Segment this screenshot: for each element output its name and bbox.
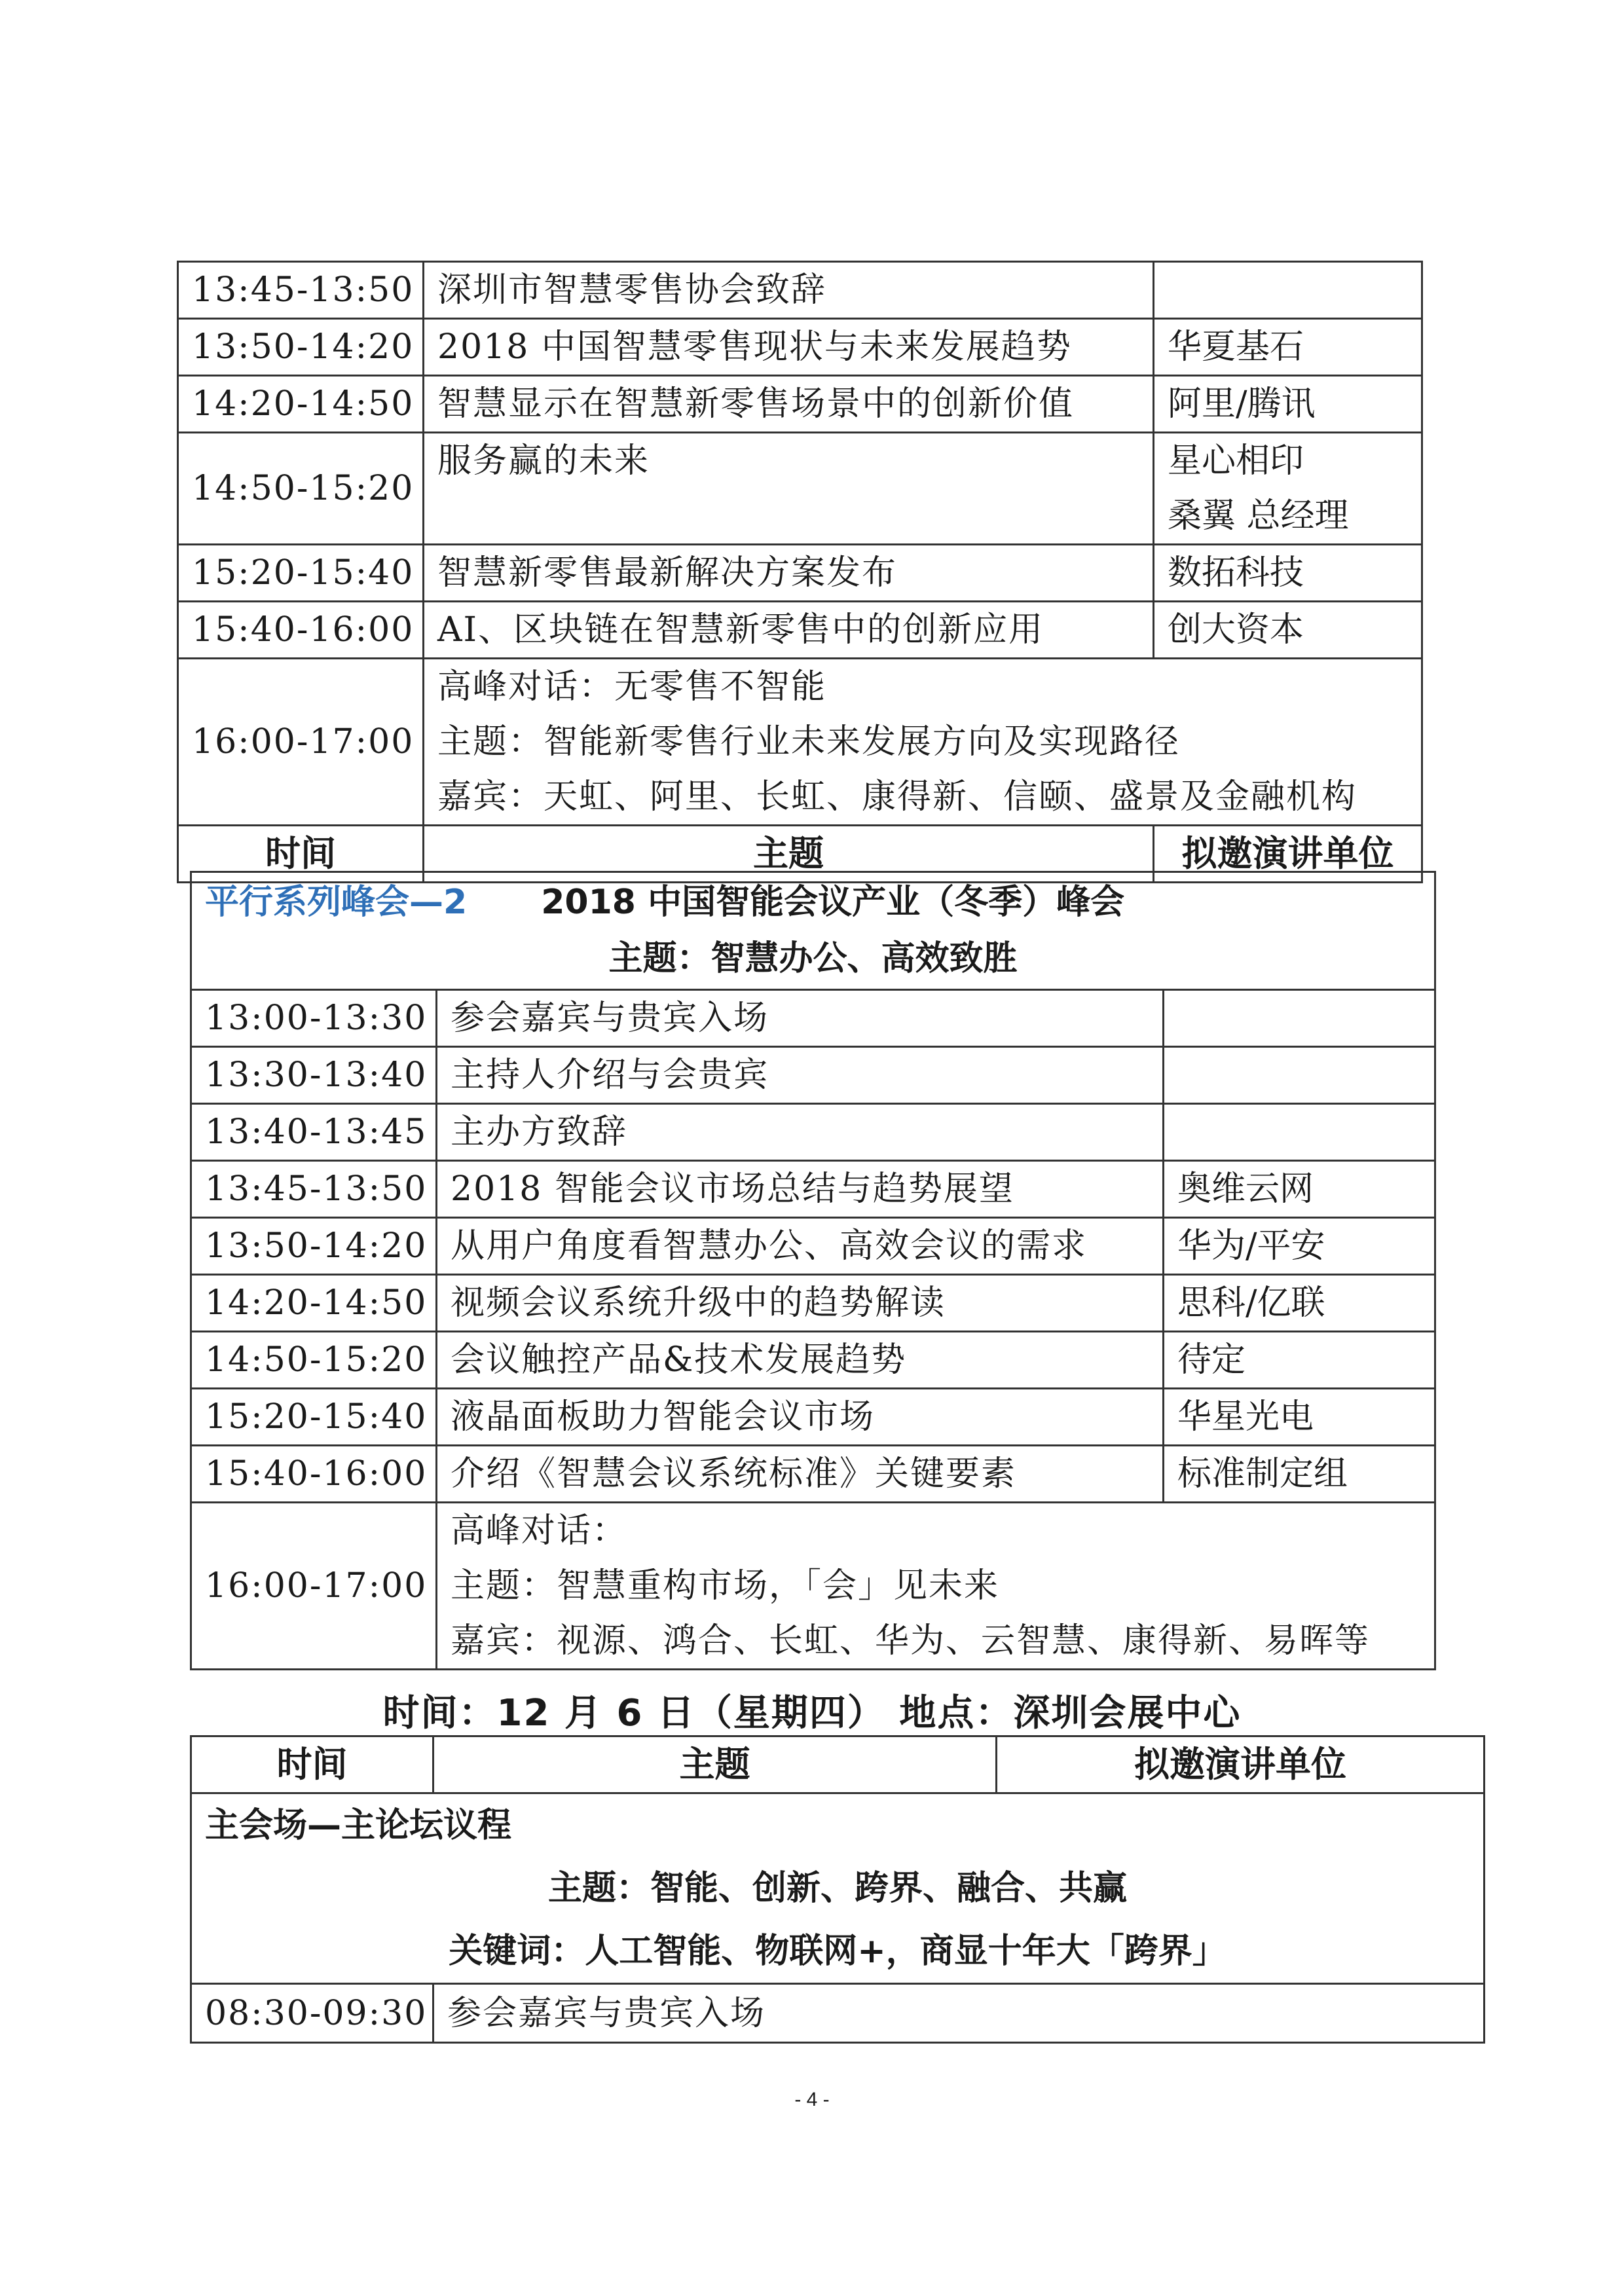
table-row <box>178 433 1422 545</box>
time-cell: 08:30-09:30 <box>191 1984 434 2043</box>
unit-cell <box>1164 1047 1435 1104</box>
topic-cell: 介绍《智慧会议系统标准》关键要素 <box>437 1446 1164 1503</box>
time-cell: 13:30-13:40 <box>191 1047 437 1104</box>
topic-cell: 主持人介绍与会贵宾 <box>437 1047 1164 1104</box>
header-topic: 主题 <box>434 1736 997 1793</box>
table-row <box>191 1503 1435 1670</box>
topic-cell <box>437 1503 1435 1670</box>
time-cell: 13:50-14:20 <box>191 1218 437 1275</box>
time-cell: 15:40-16:00 <box>191 1446 437 1503</box>
topic-cell: 液晶面板助力智能会议市场 <box>437 1389 1164 1446</box>
time-cell: 13:50-14:20 <box>178 319 424 376</box>
time-cell: 14:20-14:50 <box>178 376 424 433</box>
agenda-table-main-forum <box>190 1735 1485 2044</box>
topic-cell: 2018 智能会议市场总结与趋势展望 <box>437 1161 1164 1218</box>
series-label: 平行系列峰会—2 <box>205 883 468 922</box>
agenda-table-retail <box>177 261 1423 883</box>
time-cell: 15:40-16:00 <box>178 602 424 659</box>
time-cell: 16:00-17:00 <box>191 1503 437 1670</box>
time-cell: 14:50-15:20 <box>191 1332 437 1389</box>
dialogue-title: 高峰对话：无零售不智能 <box>437 667 827 707</box>
time-cell: 14:20-14:50 <box>191 1275 437 1332</box>
unit-cell: 思科/亿联 <box>1164 1275 1435 1332</box>
table-row <box>178 602 1422 659</box>
table-row <box>191 1218 1435 1275</box>
topic-cell: 参会嘉宾与贵宾入场 <box>434 1984 1485 2043</box>
table-row <box>178 262 1422 319</box>
topic-cell <box>424 659 1422 826</box>
page-number: - 4 - <box>794 2089 830 2110</box>
dialogue-title: 高峰对话： <box>451 1511 628 1551</box>
dialogue-theme: 主题：智慧重构市场，「会」见未来 <box>451 1566 1000 1606</box>
table-row <box>191 990 1435 1047</box>
forum-title: 主会场—主论坛议程 <box>205 1806 512 1845</box>
time-cell: 13:45-13:50 <box>178 262 424 319</box>
agenda-table-conference <box>190 871 1436 1670</box>
unit-cell: 待定 <box>1164 1332 1435 1389</box>
unit-cell <box>1154 433 1422 545</box>
header-topic: 主题 <box>424 826 1154 883</box>
unit-cell <box>1164 990 1435 1047</box>
forum-title-row <box>191 1793 1485 1984</box>
table-row <box>191 1446 1435 1503</box>
day-heading: 时间：12 月 6 日（星期四） 地点：深圳会展中心 <box>382 1692 1242 1735</box>
summit-name: 2018 中国智能会议产业（冬季）峰会 <box>541 883 1125 922</box>
topic-cell: 服务赢的未来 <box>424 433 1154 545</box>
unit-cell: 华夏基石 <box>1154 319 1422 376</box>
table-row <box>178 545 1422 602</box>
topic-cell: 从用户角度看智慧办公、高效会议的需求 <box>437 1218 1164 1275</box>
summit-title-row <box>191 872 1435 990</box>
unit-cell <box>1164 1104 1435 1161</box>
unit-cell: 标准制定组 <box>1164 1446 1435 1503</box>
table-row <box>178 659 1422 826</box>
time-cell: 13:45-13:50 <box>191 1161 437 1218</box>
time-cell: 13:40-13:45 <box>191 1104 437 1161</box>
unit-cell: 创大资本 <box>1154 602 1422 659</box>
unit-cell: 数拓科技 <box>1154 545 1422 602</box>
table-row <box>191 1275 1435 1332</box>
header-time: 时间 <box>178 826 424 883</box>
forum-theme: 主题：智能、创新、跨界、融合、共赢 <box>547 1869 1127 1908</box>
header-time: 时间 <box>191 1736 434 1793</box>
table-row <box>178 376 1422 433</box>
table-row <box>191 1332 1435 1389</box>
unit-cell: 华为/平安 <box>1164 1218 1435 1275</box>
forum-keywords: 关键词：人工智能、物联网+，商显十年大「跨界」 <box>449 1932 1227 1971</box>
header-unit: 拟邀演讲单位 <box>1154 826 1422 883</box>
table-row <box>191 1161 1435 1218</box>
topic-cell: 会议触控产品&技术发展趋势 <box>437 1332 1164 1389</box>
time-cell: 14:50-15:20 <box>178 433 424 545</box>
time-cell: 15:20-15:40 <box>191 1389 437 1446</box>
table-row <box>191 1984 1485 2043</box>
unit-line: 星心相印 <box>1168 441 1304 481</box>
topic-cell: 智慧显示在智慧新零售场景中的创新价值 <box>424 376 1154 433</box>
time-cell: 13:00-13:30 <box>191 990 437 1047</box>
unit-cell: 阿里/腾讯 <box>1154 376 1422 433</box>
dialogue-guests: 嘉宾：天虹、阿里、长虹、康得新、信颐、盛景及金融机构 <box>437 777 1357 817</box>
topic-cell: AI、区块链在智慧新零售中的创新应用 <box>424 602 1154 659</box>
topic-cell: 主办方致辞 <box>437 1104 1164 1161</box>
table-row <box>191 1104 1435 1161</box>
topic-cell: 智慧新零售最新解决方案发布 <box>424 545 1154 602</box>
unit-cell <box>1154 262 1422 319</box>
dialogue-guests: 嘉宾：视源、鸿合、长虹、华为、云智慧、康得新、易晖等 <box>451 1621 1371 1661</box>
unit-cell: 华星光电 <box>1164 1389 1435 1446</box>
topic-cell: 2018 中国智慧零售现状与未来发展趋势 <box>424 319 1154 376</box>
unit-line: 桑翼 总经理 <box>1168 496 1349 536</box>
summit-theme: 主题：智慧办公、高效致胜 <box>608 939 1018 978</box>
topic-cell: 深圳市智慧零售协会致辞 <box>424 262 1154 319</box>
table-row <box>191 1389 1435 1446</box>
table-row <box>178 319 1422 376</box>
topic-cell: 视频会议系统升级中的趋势解读 <box>437 1275 1164 1332</box>
table-row <box>191 1047 1435 1104</box>
dialogue-theme: 主题：智能新零售行业未来发展方向及实现路径 <box>437 722 1181 762</box>
header-unit: 拟邀演讲单位 <box>997 1736 1485 1793</box>
time-cell: 16:00-17:00 <box>178 659 424 826</box>
topic-cell: 参会嘉宾与贵宾入场 <box>437 990 1164 1047</box>
unit-cell: 奥维云网 <box>1164 1161 1435 1218</box>
time-cell: 15:20-15:40 <box>178 545 424 602</box>
table-header <box>191 1736 1485 1793</box>
